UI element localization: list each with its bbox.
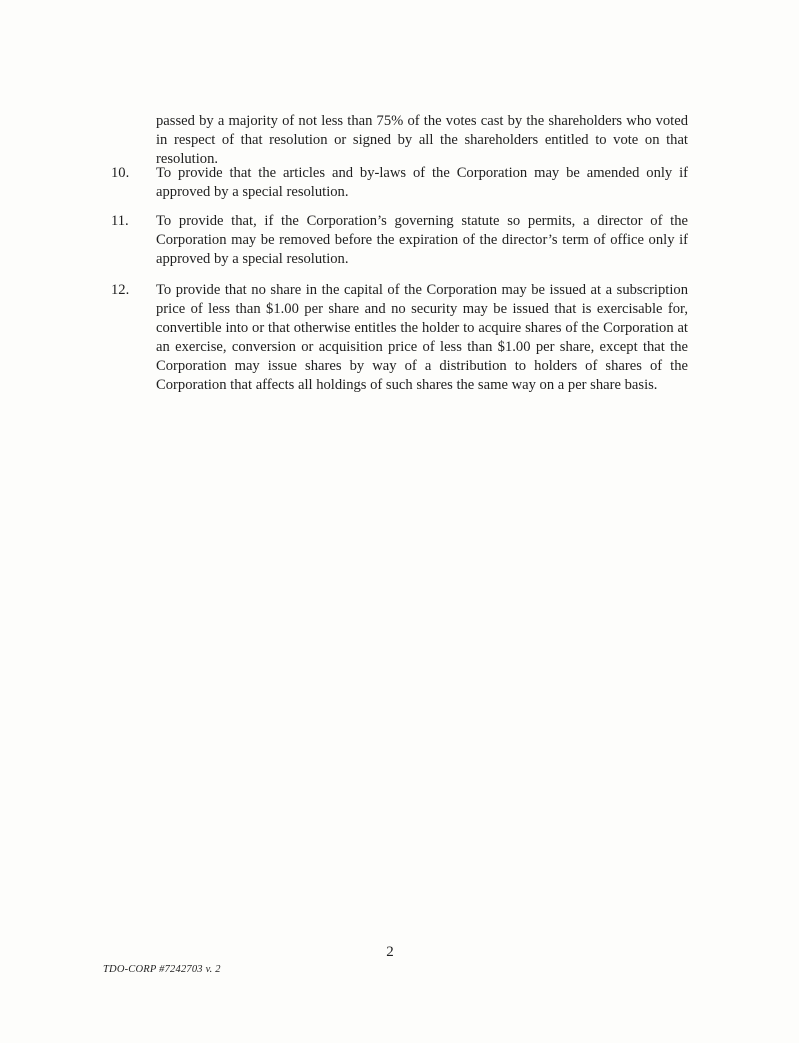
clause-text: To provide that the articles and by-laws of the Corporation may be amended only if approved by a special resolution. xyxy=(156,165,688,200)
clause-number: 11. xyxy=(111,213,129,229)
clause-text: To provide that no share in the capital of the Corporation may be issued at a subscription price of less than $1.00 per share and no security may be issued that is exercisable for, convertible into or that otherwise entitles the holder to acquire shares of the Corporation at an exercise, conversion or acquisition price of less than $1.00 per share, except that the Corporation may issue shares by way of a distribution to holders of shares of the Corporation that affects all holdings of such shares the same way on a per share basis. xyxy=(156,282,688,393)
clause-10 xyxy=(111,164,688,202)
document-reference: TDO-CORP #7242703 v. 2 xyxy=(103,964,221,975)
continuation-paragraph: passed by a majority of not less than 75% of the votes cast by the shareholders who voted in respect of that resolution or signed by all the shareholders entitled to vote on that resolution. xyxy=(156,113,688,167)
page-number: 2 xyxy=(386,944,394,960)
clause-number: 12. xyxy=(111,282,130,298)
clause-text: To provide that, if the Corporation’s governing statute so permits, a director of the Corporation may be removed before the expiration of the director’s term of office only if approved by a special resolution. xyxy=(156,213,688,267)
clause-12 xyxy=(111,281,688,395)
clause-11 xyxy=(111,212,688,269)
clause-number: 10. xyxy=(111,165,130,181)
